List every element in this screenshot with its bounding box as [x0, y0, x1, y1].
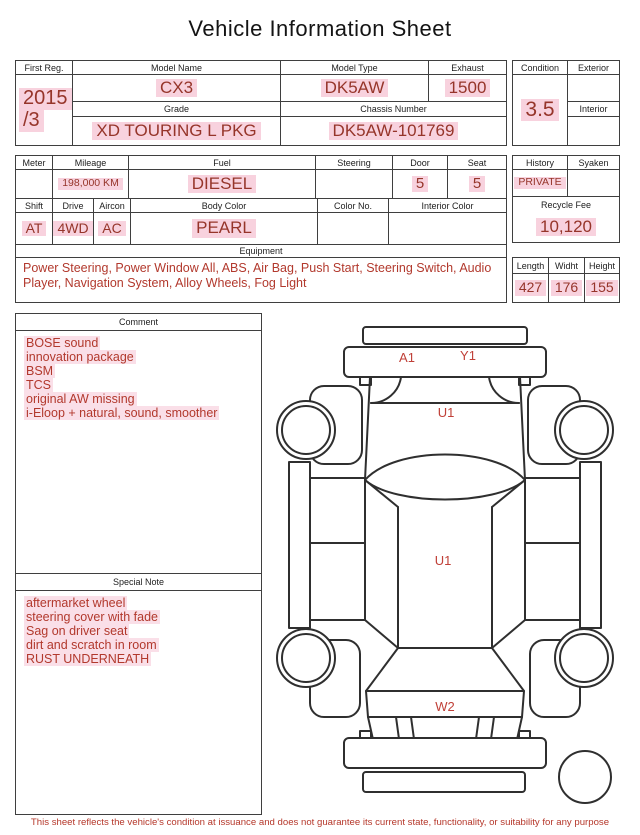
front-arch-left — [371, 377, 401, 403]
height-value: 155 — [585, 274, 619, 302]
shift-label: Shift — [16, 199, 53, 213]
history-value: PRIVATE — [513, 170, 568, 197]
length-label: Length — [513, 258, 549, 274]
right-rear-door — [525, 543, 580, 620]
comment-body — [16, 331, 261, 573]
front-plate-strip — [363, 327, 527, 344]
spare-tire — [559, 751, 611, 803]
fuel-value: DIESEL — [129, 170, 316, 198]
equipment-label: Equipment — [16, 245, 506, 258]
history-label: History — [513, 156, 568, 170]
first-reg-month: /3 — [19, 110, 44, 132]
steering-value — [316, 170, 393, 198]
chassis-number-label: Chassis Number — [281, 102, 506, 117]
length-value: 427 — [513, 274, 549, 302]
comment-header: Comment — [16, 314, 261, 331]
left-sill — [289, 462, 310, 628]
special-note-line: steering cover with fade — [26, 610, 159, 624]
width-label: Widht — [549, 258, 585, 274]
width-value: 176 — [549, 274, 585, 302]
grade-label: Grade — [73, 102, 281, 117]
history-table — [512, 155, 620, 243]
model-type-label: Model Type — [281, 61, 429, 75]
rear-bumper-notch-left — [360, 731, 371, 738]
rear-plate-strip — [363, 772, 525, 792]
diagram-label-a1: A1 — [399, 350, 415, 365]
condition-value: 3.5 — [513, 75, 568, 145]
right-front-door — [525, 478, 580, 543]
special-note-line: RUST UNDERNEATH — [26, 652, 150, 666]
interior-value — [568, 117, 619, 145]
shift-value: AT — [16, 213, 53, 244]
disclaimer-text: This sheet reflects the vehicle's condition at issuance and does not guarantee its current state, functionality, or suitability for any purpose — [30, 817, 610, 828]
comment-line: original AW missing — [26, 392, 135, 406]
aircon-label: Aircon — [94, 199, 131, 213]
car-damage-diagram — [270, 310, 636, 816]
color-no-value — [318, 213, 389, 244]
drive-label: Drive — [53, 199, 94, 213]
diagram-label-w2: W2 — [435, 699, 455, 714]
exhaust-value: 1500 — [429, 75, 506, 102]
special-note-line: Sag on driver seat — [26, 624, 128, 638]
meter-label: Meter — [16, 156, 53, 170]
c-pillars — [365, 620, 525, 648]
left-rear-wheel — [277, 629, 335, 687]
exterior-value — [568, 75, 619, 102]
left-front-wheel — [277, 401, 335, 459]
equipment-value: Power Steering, Power Window All, ABS, Air Bag, Push Start, Steering Switch, Audio Player, Navigation System, Alloy Wheels, Fog Light — [23, 261, 492, 290]
right-front-wheel — [555, 401, 613, 459]
rear-bumper-notch-right — [519, 731, 530, 738]
steering-label: Steering — [316, 156, 393, 170]
interior-label: Interior — [568, 102, 619, 117]
fuel-label: Fuel — [129, 156, 316, 170]
spec-table — [15, 155, 507, 303]
roof-rails — [398, 507, 492, 648]
right-sill — [580, 462, 601, 628]
seat-label: Seat — [448, 156, 506, 170]
mileage-value: 198,000 KM — [53, 170, 129, 198]
condition-table — [512, 60, 620, 146]
special-note-header: Special Note — [16, 573, 261, 591]
seat-value: 5 — [448, 170, 506, 198]
door-value: 5 — [393, 170, 448, 198]
diagram-label-u1-hood: U1 — [437, 405, 455, 420]
left-rear-door — [310, 543, 365, 620]
chassis-number-value: DK5AW-101769 — [281, 117, 506, 145]
comment-line: BOSE sound — [26, 336, 99, 350]
front-bumper — [344, 347, 546, 377]
body-color-value: PEARL — [131, 213, 318, 244]
mileage-label: Mileage — [53, 156, 129, 170]
recycle-fee-label: Recycle Fee — [540, 199, 592, 210]
diagram-label-u1-roof: U1 — [434, 553, 452, 568]
special-note-line: dirt and scratch in room — [26, 638, 157, 652]
comment-box — [15, 313, 262, 815]
condition-label: Condition — [513, 61, 568, 75]
drive-value: 4WD — [53, 213, 94, 244]
interior-color-value — [389, 213, 506, 244]
rear-bumper — [344, 738, 546, 768]
recycle-fee-value: 10,120 — [513, 212, 619, 242]
special-note-body — [16, 591, 261, 814]
color-no-label: Color No. — [318, 199, 389, 213]
rear-window — [366, 648, 524, 691]
grade-value: XD TOURING L PKG — [73, 117, 281, 145]
meter-value — [16, 170, 53, 198]
interior-color-label: Interior Color — [389, 199, 506, 213]
left-front-door — [310, 478, 365, 543]
model-name-value: CX3 — [73, 75, 281, 102]
rear-panel-cutout-right — [476, 717, 494, 739]
hood-edge-left — [365, 377, 370, 480]
dimensions-table — [512, 257, 620, 303]
first-reg-label: First Reg. — [16, 61, 73, 75]
model-name-label: Model Name — [73, 61, 281, 75]
height-label: Height — [585, 258, 619, 274]
right-rear-wheel — [555, 629, 613, 687]
aircon-value: AC — [94, 213, 131, 244]
model-type-value: DK5AW — [281, 75, 429, 102]
hood-edge-right — [520, 377, 525, 480]
comment-line: innovation package — [26, 350, 134, 364]
diagram-label-y1: Y1 — [460, 348, 476, 363]
door-label: Door — [393, 156, 448, 170]
first-reg-year: 2015 — [19, 88, 72, 110]
rear-panel-cutout-left — [396, 717, 414, 739]
syaken-value — [568, 170, 619, 197]
first-reg-value — [16, 75, 73, 145]
a-pillars — [365, 480, 525, 507]
comment-line: i-Eloop + natural, sound, smoother — [26, 406, 218, 420]
exhaust-label: Exhaust — [429, 61, 506, 75]
body-color-label: Body Color — [131, 199, 318, 213]
comment-line: BSM — [26, 364, 54, 378]
front-arch-right — [489, 377, 519, 403]
page-title: Vehicle Information Sheet — [188, 16, 452, 41]
syaken-label: Syaken — [568, 156, 619, 170]
comment-line: TCS — [26, 378, 51, 392]
exterior-label: Exterior — [568, 61, 619, 75]
windshield — [365, 455, 525, 500]
model-info-table — [15, 60, 507, 146]
special-note-line: aftermarket wheel — [26, 596, 126, 610]
